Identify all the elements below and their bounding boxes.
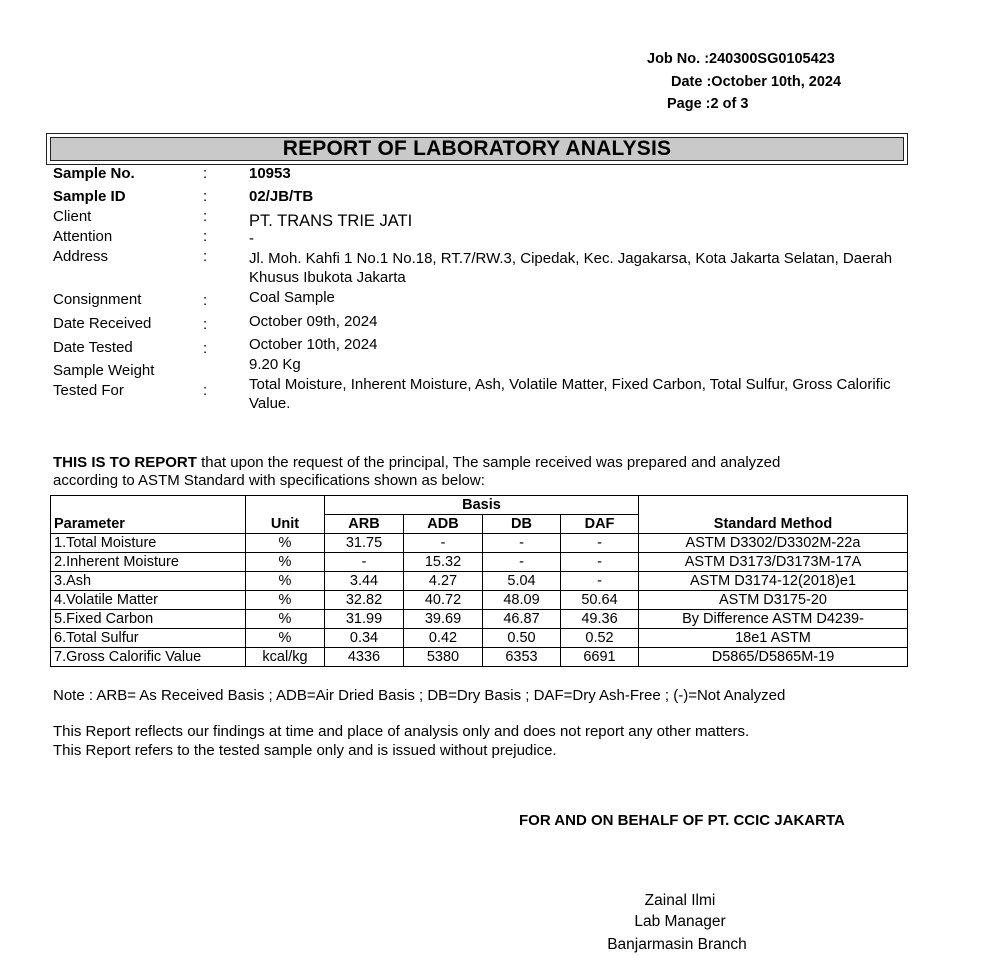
signatory-branch: Banjarmasin Branch (607, 936, 747, 953)
sample-no-label: Sample No. (53, 165, 135, 182)
abbreviation-note: Note : ARB= As Received Basis ; ADB=Air Dried Basis ; DB=Dry Basis ; DAF=Dry Ash-Free ; (-)=Not Analyzed (53, 687, 786, 704)
cell-parameter: 3.Ash (51, 572, 246, 591)
cell-arb: 31.75 (325, 534, 404, 553)
tested-for-value: Total Moisture, Inherent Moisture, Ash, Volatile Matter, Fixed Carbon, Total Sulfur, Gross Calorific Value. (249, 376, 891, 412)
cell-unit: % (246, 553, 325, 572)
header-basis: Basis (325, 496, 639, 515)
cell-db: - (483, 553, 561, 572)
cell-arb: 4336 (325, 648, 404, 667)
colon: : (203, 316, 208, 333)
cell-parameter: 7.Gross Calorific Value (51, 648, 246, 667)
header-parameter: Parameter (51, 496, 246, 534)
page-number (667, 96, 748, 112)
report-title-box (46, 133, 908, 165)
job-number-label: Job No. : (647, 51, 710, 67)
cell-method: By Difference ASTM D4239- (639, 610, 908, 629)
table-row (51, 591, 908, 610)
header-adb: ADB (404, 515, 483, 534)
cell-daf: 0.52 (561, 629, 639, 648)
report-date (671, 74, 841, 90)
cell-method: 18e1 ASTM (639, 629, 908, 648)
cell-unit: % (246, 629, 325, 648)
cell-parameter: 4.Volatile Matter (51, 591, 246, 610)
disclaimer-line-1: This Report reflects our findings at time and place of analysis only and does not report any other matters. (53, 723, 750, 740)
attention-label: Attention (53, 228, 113, 245)
cell-adb: 15.32 (404, 553, 483, 572)
table-row (51, 610, 908, 629)
client-value: PT. TRANS TRIE JATI (249, 212, 413, 230)
cell-db: - (483, 534, 561, 553)
cell-db: 5.04 (483, 572, 561, 591)
cell-daf: - (561, 553, 639, 572)
page-number-label: Page : (667, 96, 711, 112)
sample-id-value: 02/JB/TB (249, 188, 314, 205)
header-arb: ARB (325, 515, 404, 534)
cell-method: ASTM D3173/D3173M-17A (639, 553, 908, 572)
cell-parameter: 6.Total Sulfur (51, 629, 246, 648)
signatory-title: Lab Manager (634, 913, 726, 930)
table-row (51, 553, 908, 572)
report-date-label: Date : (671, 74, 712, 90)
cell-daf: 6691 (561, 648, 639, 667)
consignment-label: Consignment (53, 291, 142, 308)
table-row (51, 534, 908, 553)
cell-arb: - (325, 553, 404, 572)
sample-weight-label: Sample Weight (53, 362, 155, 379)
signatory-name: Zainal Ilmi (644, 892, 716, 909)
address-label: Address (53, 248, 109, 265)
cell-method: ASTM D3302/D3302M-22a (639, 534, 908, 553)
intro-paragraph (53, 454, 843, 490)
tested-for-label: Tested For (53, 382, 124, 399)
page-number-value: 2 of 3 (710, 96, 749, 112)
cell-adb: 39.69 (404, 610, 483, 629)
on-behalf-of: FOR AND ON BEHALF OF PT. CCIC JAKARTA (519, 812, 845, 829)
cell-parameter: 2.Inherent Moisture (51, 553, 246, 572)
consignment-value: Coal Sample (249, 289, 335, 306)
cell-parameter: 1.Total Moisture (51, 534, 246, 553)
table-row (51, 648, 908, 667)
date-received-value: October 09th, 2024 (249, 313, 378, 330)
cell-db: 6353 (483, 648, 561, 667)
cell-unit: kcal/kg (246, 648, 325, 667)
cell-unit: % (246, 610, 325, 629)
job-number-value: 240300SG0105423 (709, 51, 835, 67)
report-title: REPORT OF LABORATORY ANALYSIS (50, 137, 904, 161)
cell-unit: % (246, 534, 325, 553)
header-daf: DAF (561, 515, 639, 534)
cell-daf: 50.64 (561, 591, 639, 610)
cell-adb: 4.27 (404, 572, 483, 591)
cell-adb: 5380 (404, 648, 483, 667)
colon: : (203, 340, 208, 357)
job-number (647, 51, 835, 67)
table-row (51, 572, 908, 591)
date-tested-value: October 10th, 2024 (249, 336, 378, 353)
colon: : (203, 292, 208, 309)
sample-no-value: 10953 (249, 165, 291, 182)
sample-id-label: Sample ID (53, 188, 126, 205)
colon: : (203, 248, 208, 265)
attention-value: - (249, 230, 254, 247)
header-db: DB (483, 515, 561, 534)
cell-db: 48.09 (483, 591, 561, 610)
cell-daf: 49.36 (561, 610, 639, 629)
intro-text: that upon the request of the principal, The sample received was prepared and analyzed according to ASTM Standard with specifications shown as below: (53, 454, 781, 489)
client-label: Client (53, 208, 92, 225)
cell-db: 46.87 (483, 610, 561, 629)
date-received-label: Date Received (53, 315, 152, 332)
cell-arb: 31.99 (325, 610, 404, 629)
cell-arb: 32.82 (325, 591, 404, 610)
cell-adb: 40.72 (404, 591, 483, 610)
colon: : (203, 228, 208, 245)
intro-bold: THIS IS TO REPORT (53, 454, 197, 471)
cell-arb: 0.34 (325, 629, 404, 648)
cell-method: ASTM D3175-20 (639, 591, 908, 610)
results-table (50, 495, 908, 667)
colon: : (203, 188, 208, 205)
cell-arb: 3.44 (325, 572, 404, 591)
colon: : (203, 382, 208, 399)
colon: : (203, 165, 208, 182)
cell-db: 0.50 (483, 629, 561, 648)
date-tested-label: Date Tested (53, 339, 133, 356)
cell-adb: - (404, 534, 483, 553)
cell-method: D5865/D5865M-19 (639, 648, 908, 667)
cell-daf: - (561, 534, 639, 553)
cell-parameter: 5.Fixed Carbon (51, 610, 246, 629)
table-row (51, 629, 908, 648)
header-unit: Unit (246, 496, 325, 534)
cell-unit: % (246, 591, 325, 610)
disclaimer-line-2: This Report refers to the tested sample only and is issued without prejudice. (53, 742, 557, 759)
report-date-value: October 10th, 2024 (711, 74, 842, 90)
address-value: Jl. Moh. Kahfi 1 No.1 No.18, RT.7/RW.3, Cipedak, Kec. Jagakarsa, Kota Jakarta Selatan, Daerah Khusus Ibukota Jakarta (249, 250, 893, 286)
header-standard-method: Standard Method (639, 496, 908, 534)
cell-daf: - (561, 572, 639, 591)
cell-unit: % (246, 572, 325, 591)
sample-weight-value: 9.20 Kg (249, 356, 301, 373)
cell-method: ASTM D3174-12(2018)e1 (639, 572, 908, 591)
colon: : (203, 208, 208, 225)
cell-adb: 0.42 (404, 629, 483, 648)
